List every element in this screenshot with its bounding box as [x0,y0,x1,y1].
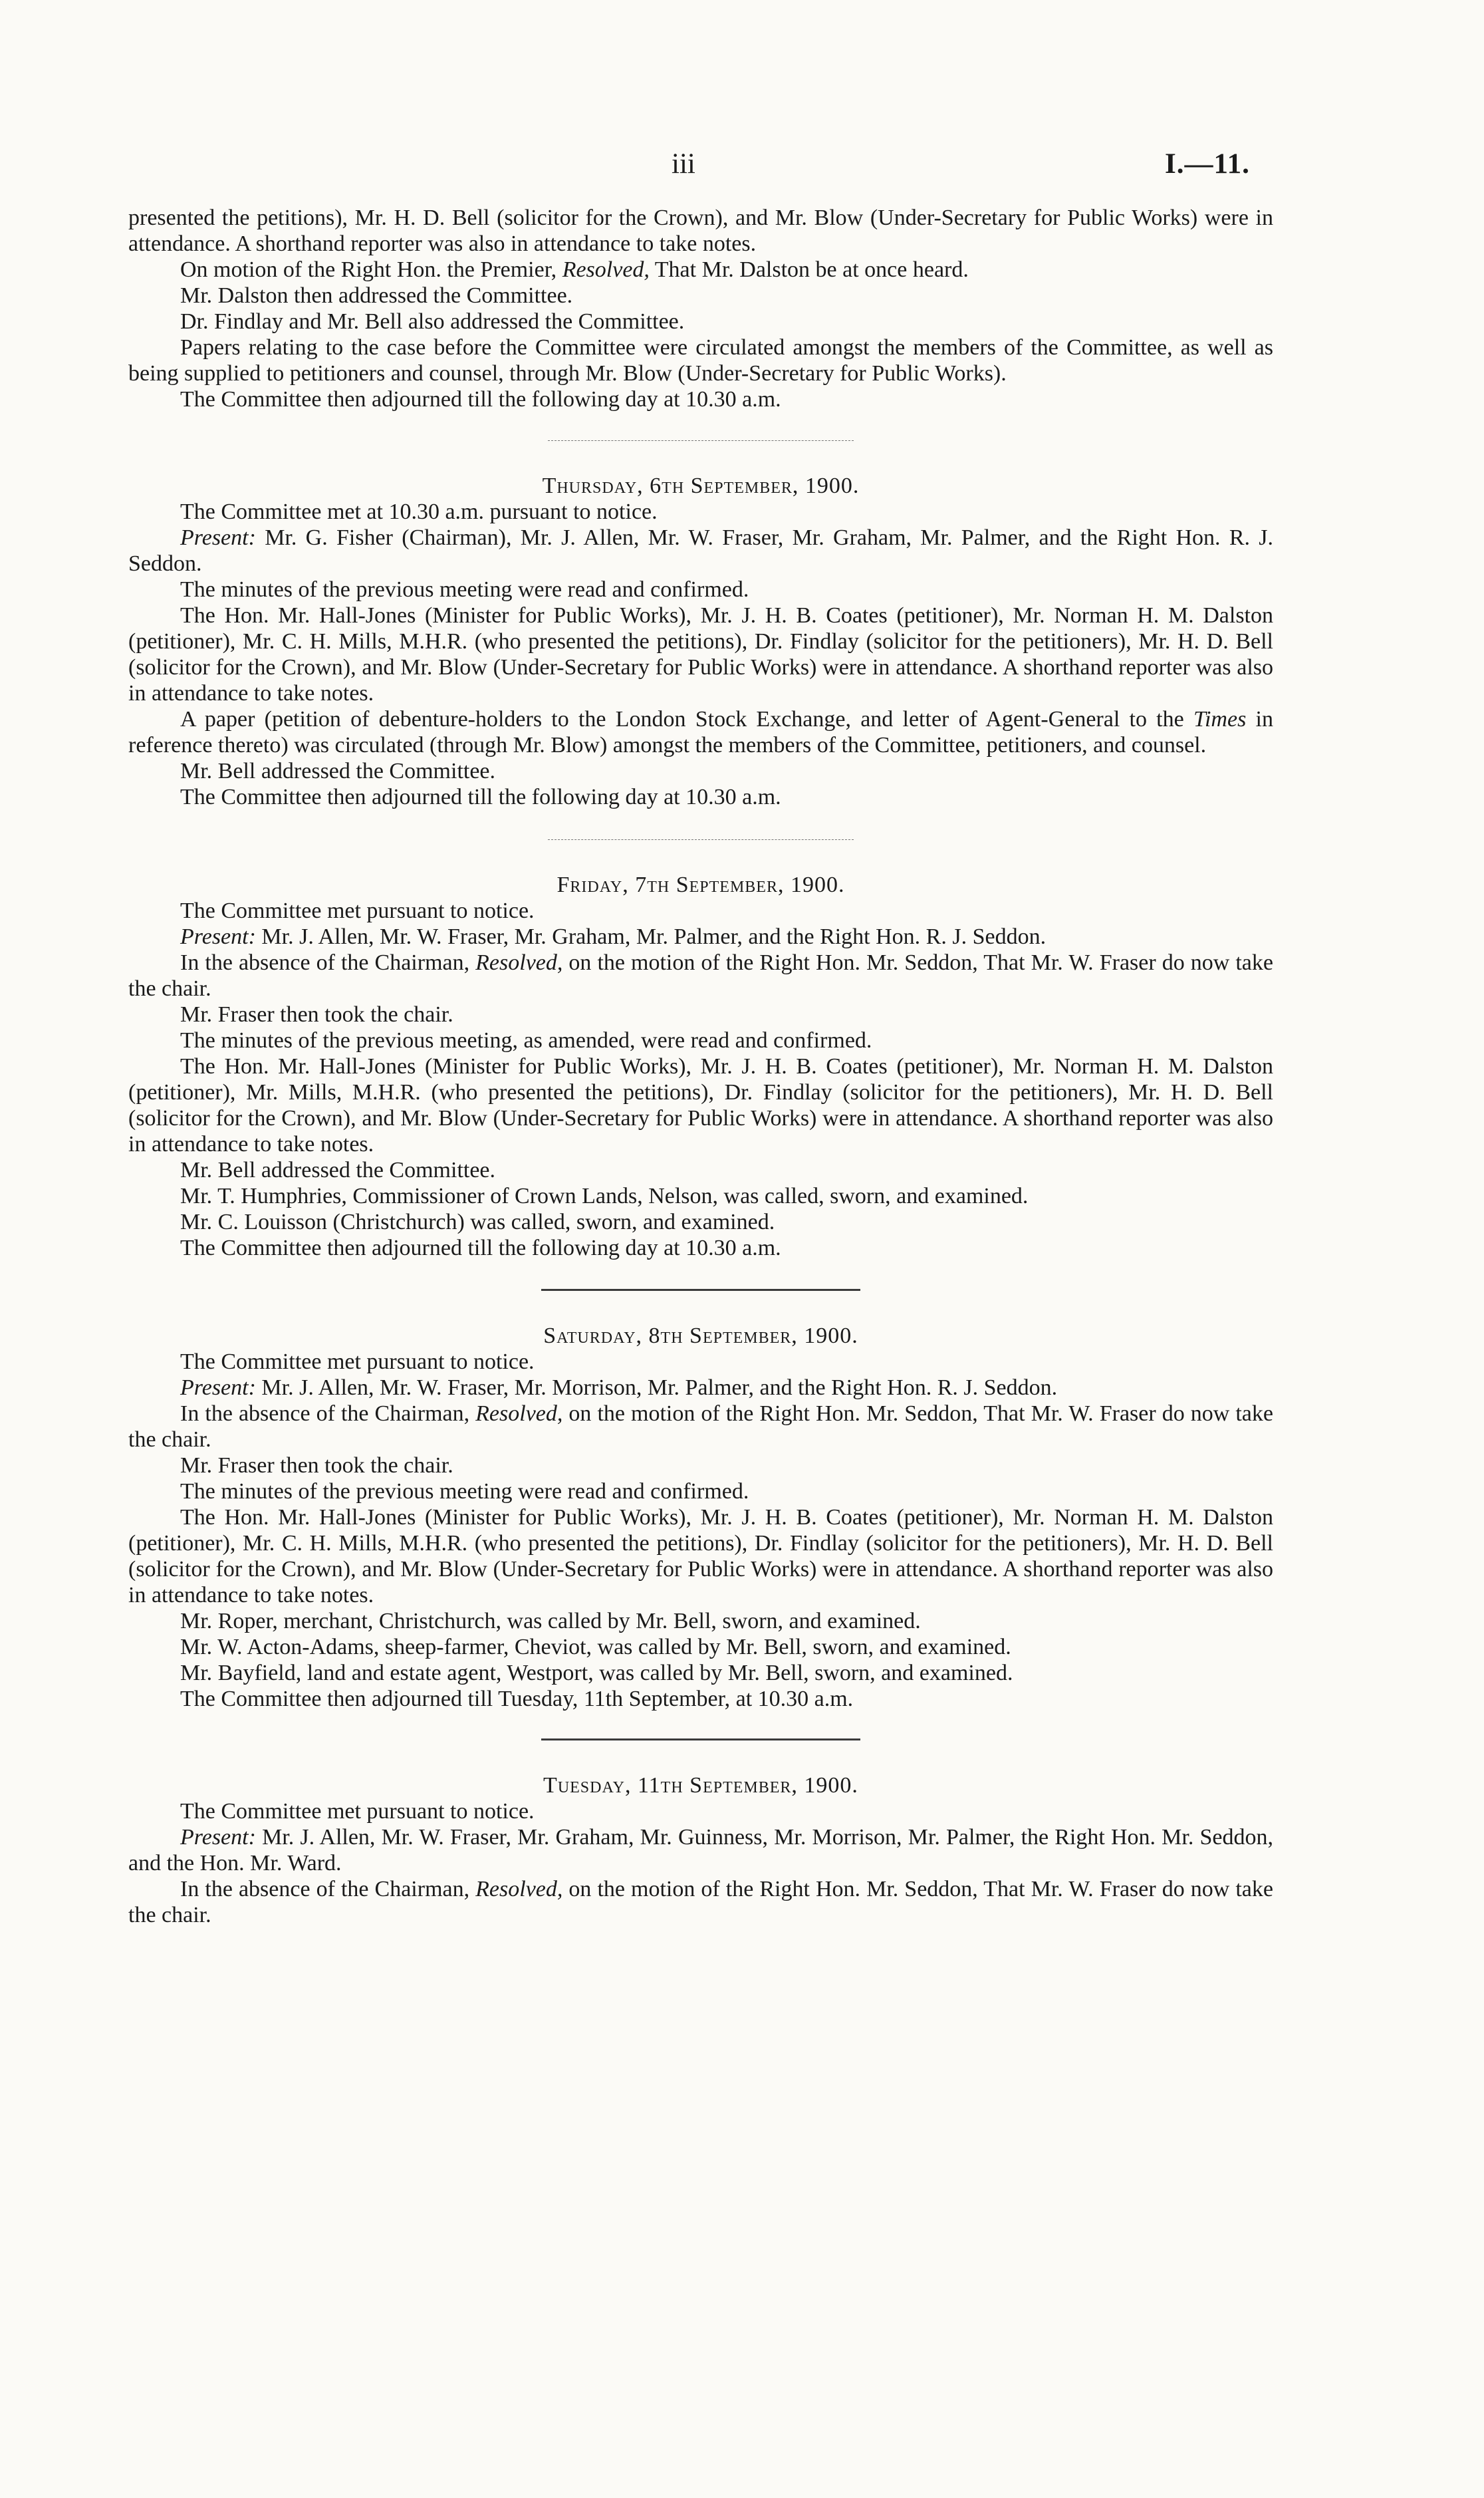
paragraph: Papers relating to the case before the Committee were circulated amongst the members of the Committee, as well as being supplied to petitioners and counsel, through Mr. Blow (Under-Secretary for Public Works). [128,335,1273,386]
section-divider [541,1738,860,1740]
paragraph: The Hon. Mr. Hall-Jones (Minister for Public Works), Mr. J. H. B. Coates (petitioner), Mr. Norman H. M. Dalston (petitioner), Mr. C. H. Mills, M.H.R. (who presented the petitions), Dr. Findlay (solicitor for the petitioners), Mr. H. D. Bell (solicitor for the Crown), and Mr. Blow (Under-Secretary for Public Works) were in attendance. A shorthand reporter was also in attendance to take notes. [128,603,1273,706]
paragraph: The Committee then adjourned till Tuesday, 11th September, at 10.30 a.m. [180,1687,854,1711]
paragraph: The Committee then adjourned till the following day at 10.30 a.m. [180,387,781,412]
paragraph: Dr. Findlay and Mr. Bell also addressed the Committee. [180,309,685,334]
minutes-tuesday [128,1772,1273,1928]
paragraph: Mr. Bell addressed the Committee. [180,1158,496,1182]
paragraph: Present: Mr. J. Allen, Mr. W. Fraser, Mr. Graham, Mr. Palmer, and the Right Hon. R. J. Seddon. [180,924,1047,949]
paragraph: The Committee then adjourned till the following day at 10.30 a.m. [180,1236,781,1260]
paragraph: Mr. Bayfield, land and estate agent, Westport, was called by Mr. Bell, sworn, and examined. [180,1661,1013,1685]
minutes-saturday [128,1323,1273,1712]
paragraph: In the absence of the Chairman, Resolved, on the motion of the Right Hon. Mr. Seddon, That Mr. W. Fraser do now take the chair. [128,1877,1273,1927]
document-body [128,205,1273,1928]
paragraph: Mr. C. Louisson (Christchurch) was called, sworn, and examined. [180,1210,775,1234]
paragraph: Mr. Dalston then addressed the Committee. [180,283,573,308]
paragraph: Mr. Fraser then took the chair. [180,1453,453,1478]
paragraph: The Committee met pursuant to notice. [180,1349,535,1374]
paragraph: The Committee then adjourned till the following day at 10.30 a.m. [180,785,781,809]
minutes-thursday [128,473,1273,810]
paragraph: Present: Mr. G. Fisher (Chairman), Mr. J. Allen, Mr. W. Fraser, Mr. Graham, Mr. Palmer, and the Right Hon. R. J. Seddon. [128,525,1273,576]
minutes-friday [128,872,1273,1261]
paragraph: Present: Mr. J. Allen, Mr. W. Fraser, Mr. Graham, Mr. Guinness, Mr. Morrison, Mr. Palmer, the Right Hon. Mr. Seddon, and the Hon. Mr. Ward. [128,1825,1273,1875]
paragraph: In the absence of the Chairman, Resolved, on the motion of the Right Hon. Mr. Seddon, That Mr. W. Fraser do now take the chair. [128,1401,1273,1452]
date-heading: Friday, 7th September, 1900. [556,873,845,897]
paragraph: The minutes of the previous meeting, as amended, were read and confirmed. [180,1028,872,1053]
minutes-continuation [128,205,1273,412]
paragraph: On motion of the Right Hon. the Premier, Resolved, That Mr. Dalston be at once heard. [180,257,969,282]
paragraph: Mr. W. Acton-Adams, sheep-farmer, Cheviot, was called by Mr. Bell, sworn, and examined. [180,1635,1011,1659]
paragraph: The Hon. Mr. Hall-Jones (Minister for Public Works), Mr. J. H. B. Coates (petitioner), Mr. Norman H. M. Dalston (petitioner), Mr. C. H. Mills, M.H.R. (who presented the petitions), Dr. Findlay (solicitor for the petitioners), Mr. H. D. Bell (solicitor for the Crown), and Mr. Blow (Under-Secretary for Public Works) were in attendance. A shorthand reporter was also in attendance to take notes. [128,1505,1273,1607]
paragraph: Mr. Fraser then took the chair. [180,1002,453,1027]
page-header [0,148,1484,188]
page-number: iii [672,148,695,180]
paragraph: The Committee met pursuant to notice. [180,899,535,923]
date-heading: Saturday, 8th September, 1900. [543,1323,858,1348]
date-heading: Tuesday, 11th September, 1900. [543,1773,858,1798]
section-divider [548,440,854,441]
paragraph: Mr. Roper, merchant, Christchurch, was called by Mr. Bell, sworn, and examined. [180,1609,921,1633]
paragraph: The minutes of the previous meeting were read and confirmed. [180,577,749,602]
paragraph: The Hon. Mr. Hall-Jones (Minister for Public Works), Mr. J. H. B. Coates (petitioner), Mr. Norman H. M. Dalston (petitioner), Mr. Mills, M.H.R. (who presented the petitions), Dr. Findlay (solicitor for the petitioners), Mr. H. D. Bell (solicitor for the Crown), and Mr. Blow (Under-Secretary for Public Works) were in attendance. A shorthand reporter was also in attendance to take notes. [128,1054,1273,1157]
paragraph: Mr. T. Humphries, Commissioner of Crown Lands, Nelson, was called, sworn, and examined. [180,1184,1029,1208]
paragraph: Mr. Bell addressed the Committee. [180,759,496,783]
paragraph: A paper (petition of debenture-holders to the London Stock Exchange, and letter of Agent-General to the Times in reference thereto) was circulated (through Mr. Blow) amongst the members of the Committee, petitioners, and counsel. [128,707,1273,758]
section-divider [548,839,854,840]
paragraph: Present: Mr. J. Allen, Mr. W. Fraser, Mr. Morrison, Mr. Palmer, and the Right Hon. R. J. Seddon. [180,1375,1058,1400]
document-reference: I.—11. [1165,148,1250,180]
section-divider [541,1289,860,1291]
paragraph: presented the petitions), Mr. H. D. Bell (solicitor for the Crown), and Mr. Blow (Under-Secretary for Public Works) were in attendance. A shorthand reporter was also in attendance to take notes. [128,206,1273,256]
paragraph: In the absence of the Chairman, Resolved, on the motion of the Right Hon. Mr. Seddon, That Mr. W. Fraser do now take the chair. [128,950,1273,1001]
paragraph: The Committee met pursuant to notice. [180,1799,535,1824]
date-heading: Thursday, 6th September, 1900. [542,474,860,498]
paragraph: The Committee met at 10.30 a.m. pursuant to notice. [180,499,658,524]
paragraph: The minutes of the previous meeting were read and confirmed. [180,1479,749,1504]
